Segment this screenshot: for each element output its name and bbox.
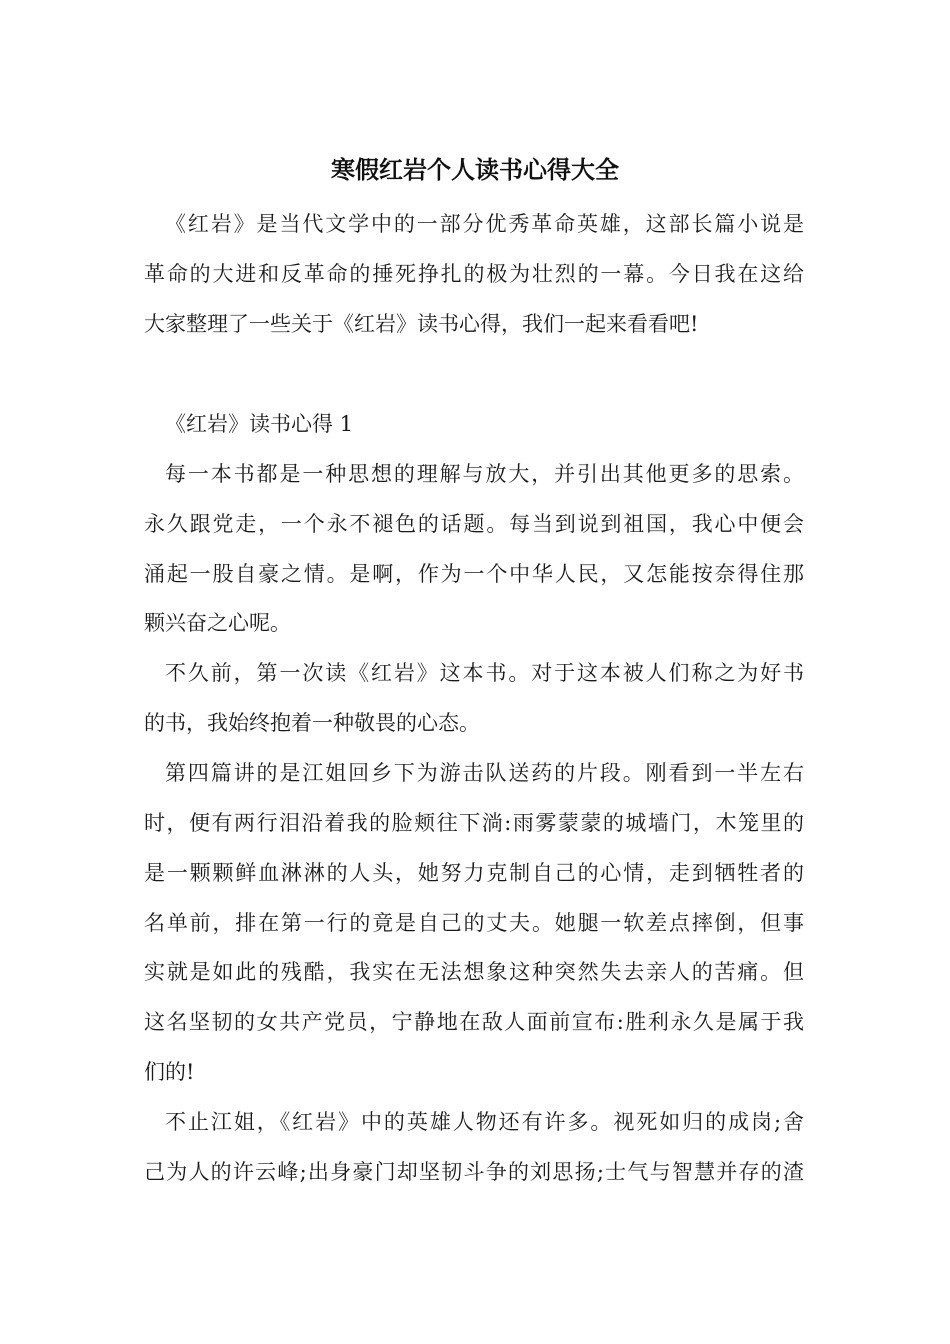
- paragraph-line: 实就是如此的残酷，我实在无法想象这种突然失去亲人的苦痛。但: [144, 960, 804, 984]
- paragraph-line: 的书，我始终抱着一种敬畏的心态。: [144, 711, 480, 735]
- paragraph-line: 每一本书都是一种思想的理解与放大，并引出其他更多的思索。: [165, 462, 804, 486]
- paragraph-line: 己为人的许云峰;出身豪门却坚韧斗争的刘思扬;士气与智慧并存的渣: [144, 1160, 804, 1184]
- paragraph-line: 大家整理了一些关于《红岩》读书心得，我们一起来看看吧!: [144, 312, 699, 336]
- paragraph-line: 颗兴奋之心呢。: [144, 611, 291, 635]
- paragraph-line: 永久跟党走，一个永不褪色的话题。每当到说到祖国，我心中便会: [144, 512, 804, 536]
- paragraph-line: 不止江姐，《红岩》中的英雄人物还有许多。视死如归的成岗;舍: [165, 1110, 804, 1134]
- paragraph-line: 名单前，排在第一行的竟是自己的丈夫。她腿一软差点摔倒，但事: [144, 911, 804, 935]
- paragraph-line: 第四篇讲的是江姐回乡下为游击队送药的片段。刚看到一半左右: [165, 761, 804, 785]
- section-heading: 《红岩》读书心得 1: [165, 412, 354, 436]
- paragraph-line: 这名坚韧的女共产党员，宁静地在敌人面前宣布:胜利永久是属于我: [144, 1010, 804, 1034]
- paragraph-line: 是一颗颗鲜血淋淋的人头，她努力克制自己的心情，走到牺牲者的: [144, 861, 804, 885]
- paragraph-line: 涌起一股自豪之情。是啊，作为一个中华人民，又怎能按奈得住那: [144, 562, 804, 586]
- document-title: 寒假红岩个人读书心得大全: [331, 156, 619, 184]
- paragraph-line: 们的!: [144, 1060, 195, 1084]
- paragraph-line: 时，便有两行泪沿着我的脸颊往下淌:雨雾蒙蒙的城墙门，木笼里的: [144, 811, 804, 835]
- paragraph-line: 不久前，第一次读《红岩》这本书。对于这本被人们称之为好书: [165, 661, 804, 685]
- paragraph-line: 《红岩》是当代文学中的一部分优秀革命英雄，这部长篇小说是: [165, 212, 804, 236]
- paragraph-line: 革命的大进和反革命的捶死挣扎的极为壮烈的一幕。今日我在这给: [144, 262, 804, 286]
